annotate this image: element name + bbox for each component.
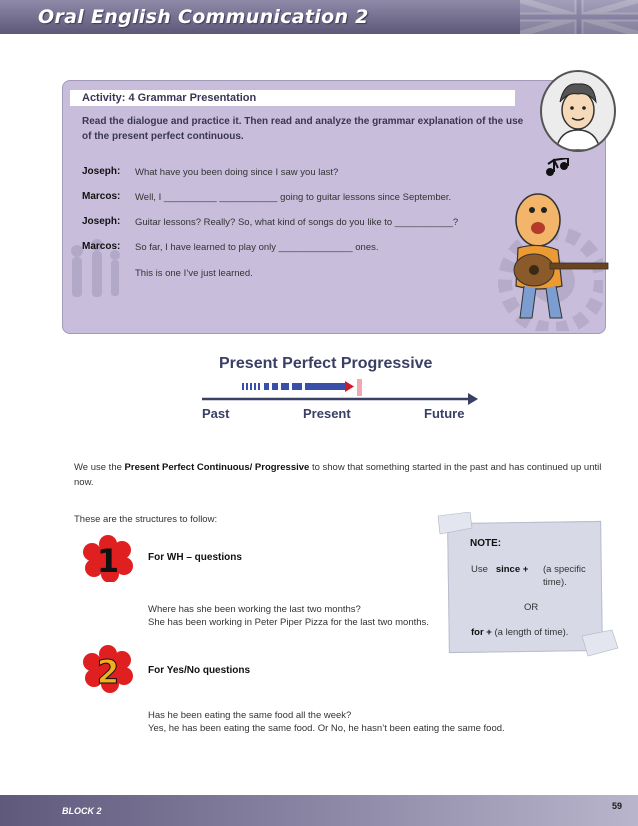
dialogue-speaker: Joseph: — [82, 216, 121, 227]
note-keyword-since: since + — [495, 564, 529, 575]
structures-intro: These are the structures to follow: — [74, 514, 218, 525]
tape-decoration-icon — [434, 512, 474, 536]
number-two-badge-icon — [82, 644, 134, 694]
example-sentence: Has he been eating the same food all the week? — [148, 710, 352, 721]
badge-number: 2 — [96, 653, 120, 691]
structure-title: For WH – questions — [148, 552, 242, 563]
dialogue-line: What have you been doing since I saw you last? — [135, 167, 339, 178]
dialogue-line: Guitar lessons? Really? So, what kind of songs do you like to ___________? — [135, 217, 459, 228]
example-sentence: Where has she been working the last two months? — [148, 604, 361, 615]
number-one-badge-icon — [82, 534, 134, 582]
explanation-text: We use the — [74, 462, 125, 473]
book-title: Oral English Communication 2 — [38, 6, 369, 28]
tense-name: Present Perfect Continuous/ Progressive — [124, 462, 310, 473]
activity-instructions: Read the dialogue and practice it. Then read and analyze the grammar explanation of the use of the present perfect continuous. — [82, 116, 524, 142]
dialogue-line: So far, I have learned to play only ______________ ones. — [135, 242, 379, 253]
badge-number: 1 — [96, 542, 120, 580]
note-or: OR — [524, 602, 539, 613]
structure-title: For Yes/No questions — [148, 665, 251, 676]
timeline-label-past: Past — [202, 406, 230, 421]
explanation-paragraph — [74, 460, 604, 490]
dialogue-speaker: Marcos: — [82, 241, 121, 252]
timeline-label-future: Future — [424, 406, 465, 421]
note-since-line — [471, 563, 536, 576]
note-for-line — [471, 626, 568, 639]
note-keyword-for: for + — [471, 627, 492, 638]
note-title: NOTE: — [470, 538, 502, 549]
dialogue-line: Well, I __________ ___________ going to guitar lessons since September. — [135, 192, 452, 203]
dialogue-speaker: Marcos: — [82, 191, 121, 202]
timeline-label-present: Present — [303, 406, 351, 421]
activity-heading: Activity: 4 Grammar Presentation — [82, 92, 257, 104]
flag-decoration-icon — [520, 0, 638, 34]
note-text: Use — [471, 564, 488, 575]
timeline-title: Present Perfect Progressive — [219, 355, 433, 372]
tape-decoration-icon — [580, 628, 620, 658]
note-since-desc: (a specific time). — [543, 564, 586, 588]
example-sentence: Yes, he has been eating the same food. Or No, he hasn’t been eating the same food. — [148, 723, 505, 734]
dialogue-speaker: Joseph: — [82, 166, 121, 177]
block-label: BLOCK 2 — [62, 806, 102, 816]
boy-face-icon — [542, 72, 614, 150]
note-text: (a length of time). — [494, 627, 569, 638]
example-sentence: She has been working in Peter Piper Pizza for the last two months. — [148, 617, 429, 628]
page-number: 59 — [612, 801, 623, 811]
timeline-arrow — [200, 374, 480, 406]
explanation-text: to show that something started in the past and has continued up until now. — [74, 462, 602, 488]
student-avatar — [540, 70, 616, 152]
dialogue-line: This is one I’ve just learned. — [135, 268, 253, 279]
guitar-player-icon — [498, 158, 610, 326]
